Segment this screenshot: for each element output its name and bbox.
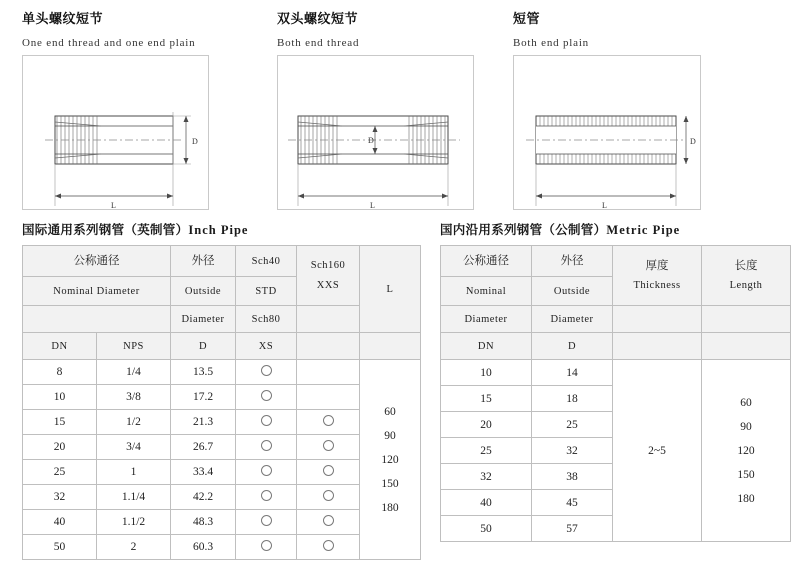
cell-dn: 8: [23, 360, 97, 385]
cell-sch40: [236, 460, 297, 485]
availability-mark: [323, 490, 334, 501]
cell-nps: 1.1/2: [97, 510, 171, 535]
cell-sch160: [297, 360, 360, 385]
inch-pipe-heading: [22, 220, 425, 238]
availability-mark: [323, 540, 334, 551]
cell-d: 45: [532, 490, 613, 516]
header-thickness-blank: [613, 306, 702, 333]
cell-nps: 1/2: [97, 410, 171, 435]
cell-d: 14: [532, 360, 613, 386]
availability-mark: [261, 415, 272, 426]
cell-d: 21.3: [171, 410, 236, 435]
figure-1-title-cn: 单头螺纹短节: [22, 12, 104, 27]
header-length: L: [360, 246, 421, 333]
cell-dn: 32: [441, 464, 532, 490]
cell-dn: 25: [441, 438, 532, 464]
cell-d: 13.5: [171, 360, 236, 385]
header-thickness: 厚度 Thickness: [613, 246, 702, 306]
cell-d: 26.7: [171, 435, 236, 460]
cell-d: 18: [532, 386, 613, 412]
header-sch80: Sch80: [236, 306, 297, 333]
header-length: 长度 Length: [702, 246, 791, 306]
cell-d: 42.2: [171, 485, 236, 510]
cell-length-group: [360, 360, 421, 560]
header-xxs-blank-2: [297, 333, 360, 360]
metric-pipe-heading: [440, 220, 800, 238]
cell-nps: 1.1/4: [97, 485, 171, 510]
cell-nps: 1: [97, 460, 171, 485]
header-spacer: [23, 306, 171, 333]
header-nominal-en-2: Diameter: [441, 306, 532, 333]
header-sch40-std: Sch40: [236, 246, 297, 277]
header-outside-cn: 外径: [171, 246, 236, 277]
metric-pipe-table: [440, 245, 791, 542]
figure-3-title-cn: 短管: [513, 12, 541, 27]
cell-sch160: [297, 485, 360, 510]
svg-text:L: L: [370, 201, 375, 209]
figure-1-drawing: [22, 55, 209, 210]
header-nominal-en-1: Nominal: [441, 277, 532, 306]
cell-dn: 15: [441, 386, 532, 412]
availability-mark: [323, 440, 334, 451]
length-60: 60: [740, 396, 752, 409]
length-90: 90: [740, 420, 752, 433]
inch-pipe-heading-en: Inch Pipe: [188, 223, 249, 237]
cell-sch40: [236, 535, 297, 560]
availability-mark: [261, 365, 272, 376]
cell-nps: 3/4: [97, 435, 171, 460]
figure-3-title-en: Both end plain: [513, 37, 589, 49]
availability-mark: [261, 390, 272, 401]
figure-3-drawing: [513, 55, 701, 210]
cell-d: 48.3: [171, 510, 236, 535]
header-xs: XS: [236, 333, 297, 360]
cell-dn: 10: [441, 360, 532, 386]
cell-sch40: [236, 435, 297, 460]
table-header-row-4: [23, 333, 421, 360]
length-120: 120: [737, 444, 755, 457]
svg-text:L: L: [111, 201, 116, 209]
header-outside-symbol: D: [532, 333, 613, 360]
figure-1-title-en: One end thread and one end plain: [22, 37, 196, 49]
cell-dn: 32: [23, 485, 97, 510]
inch-pipe-table: [22, 245, 421, 560]
cell-sch40: [236, 485, 297, 510]
header-nominal-en: Nominal Diameter: [23, 277, 171, 306]
svg-text:D: D: [192, 137, 198, 146]
cell-dn: 50: [441, 516, 532, 542]
cell-sch160: [297, 535, 360, 560]
header-dn: DN: [441, 333, 532, 360]
cell-dn: 40: [23, 510, 97, 535]
length-150: 150: [381, 477, 399, 490]
header-sch160-xxs: Sch160 XXS: [297, 246, 360, 306]
length-150: 150: [737, 468, 755, 481]
cell-sch160: [297, 410, 360, 435]
header-dn: DN: [23, 333, 97, 360]
cell-d: 60.3: [171, 535, 236, 560]
header-nominal-cn: 公称通径: [23, 246, 171, 277]
cell-dn: 50: [23, 535, 97, 560]
availability-mark: [323, 465, 334, 476]
cell-length-group: [702, 360, 791, 542]
length-180: 180: [737, 492, 755, 505]
availability-mark: [261, 540, 272, 551]
cell-sch40: [236, 385, 297, 410]
length-180: 180: [381, 501, 399, 514]
table-row: [441, 360, 791, 386]
table-header-row-1: [23, 246, 421, 277]
inch-pipe-block: [0, 220, 425, 560]
availability-mark: [323, 415, 334, 426]
table-header-row-3: [441, 306, 791, 333]
figure-2-title-en: Both end thread: [277, 37, 360, 49]
header-outside-cn: 外径: [532, 246, 613, 277]
figure-one-end-thread: [0, 8, 265, 210]
length-90: 90: [384, 429, 396, 442]
cell-sch40: [236, 360, 297, 385]
length-120: 120: [381, 453, 399, 466]
inch-pipe-heading-cn: 国际通用系列钢管（英制管）: [22, 222, 189, 237]
header-outside-symbol: D: [171, 333, 236, 360]
header-std: STD: [236, 277, 297, 306]
cell-sch160: [297, 385, 360, 410]
availability-mark: [261, 465, 272, 476]
header-length-blank: [360, 333, 421, 360]
header-nps: NPS: [97, 333, 171, 360]
cell-dn: 40: [441, 490, 532, 516]
figure-2-drawing: [277, 55, 474, 210]
availability-mark: [323, 515, 334, 526]
cell-nps: 2: [97, 535, 171, 560]
cell-sch160: [297, 510, 360, 535]
table-header-row-4: [441, 333, 791, 360]
cell-d: 57: [532, 516, 613, 542]
cell-dn: 25: [23, 460, 97, 485]
cell-d: 32: [532, 438, 613, 464]
metric-pipe-block: [425, 220, 800, 560]
header-thickness-blank-2: [613, 333, 702, 360]
cell-sch40: [236, 510, 297, 535]
availability-mark: [261, 515, 272, 526]
metric-pipe-heading-en: Metric Pipe: [606, 223, 681, 237]
cell-nps: 1/4: [97, 360, 171, 385]
header-nominal-cn: 公称通径: [441, 246, 532, 277]
figure-both-end-plain: [513, 8, 800, 210]
cell-d: 17.2: [171, 385, 236, 410]
figure-both-end-thread: [265, 8, 513, 210]
cell-sch40: [236, 410, 297, 435]
tables-row: [0, 220, 800, 560]
cell-thickness: 2~5: [613, 360, 702, 542]
cell-d: 25: [532, 412, 613, 438]
cell-sch160: [297, 460, 360, 485]
figures-row: [0, 0, 800, 210]
header-outside-en-2: Diameter: [532, 306, 613, 333]
cell-d: 33.4: [171, 460, 236, 485]
availability-mark: [261, 440, 272, 451]
header-outside-en-2: Diameter: [171, 306, 236, 333]
table-header-row-1: [441, 246, 791, 277]
availability-mark: [261, 490, 272, 501]
figure-2-title-cn: 双头螺纹短节: [277, 12, 359, 27]
cell-sch160: [297, 435, 360, 460]
cell-d: 38: [532, 464, 613, 490]
header-outside-en-1: Outside: [171, 277, 236, 306]
cell-dn: 10: [23, 385, 97, 410]
header-length-blank-2: [702, 333, 791, 360]
length-60: 60: [384, 405, 396, 418]
svg-text:D: D: [368, 136, 374, 145]
header-xxs-blank: [297, 306, 360, 333]
header-outside-en-1: Outside: [532, 277, 613, 306]
cell-dn: 20: [23, 435, 97, 460]
cell-nps: 3/8: [97, 385, 171, 410]
metric-pipe-heading-cn: 国内沿用系列钢管（公制管）: [440, 222, 607, 237]
cell-dn: 15: [23, 410, 97, 435]
svg-text:L: L: [602, 201, 607, 209]
header-length-blank: [702, 306, 791, 333]
cell-dn: 20: [441, 412, 532, 438]
svg-text:D: D: [690, 137, 696, 146]
table-row: [23, 360, 421, 385]
